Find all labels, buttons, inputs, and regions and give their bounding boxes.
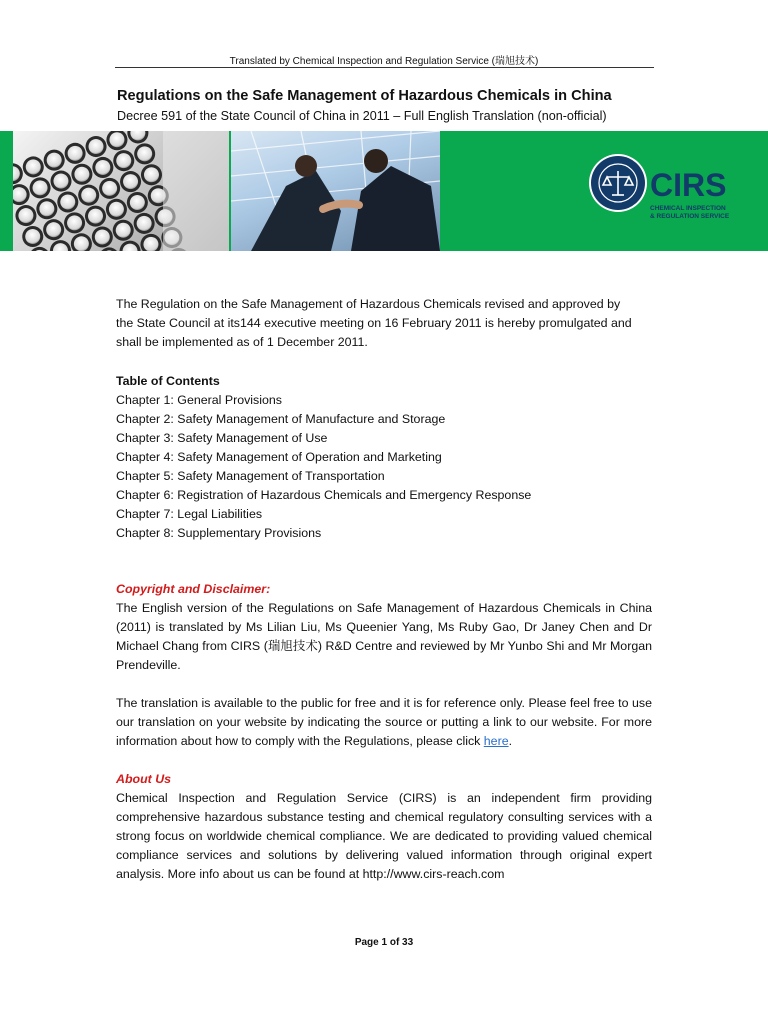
toc-title: Table of Contents — [116, 374, 220, 388]
lab-plate-photo — [13, 131, 229, 251]
lab-plate-illustration — [13, 131, 229, 251]
table-of-contents — [116, 372, 652, 543]
intro-paragraph — [116, 295, 652, 352]
cirs-logo — [440, 131, 768, 251]
header-banner — [0, 131, 768, 251]
translation-text: The translation is available to the public for free and it is for reference only. Please feel free to use our translation on your website by indicating the source or putting a link to our website. For more information about how to comply with the Regulations, please click — [116, 696, 652, 748]
about-paragraph: Chemical Inspection and Regulation Service (CIRS) is an independent firm providing comprehensive hazardous substance testing and chemical regulatory consulting services with a strong focus on worldwide chemical compliance. We are dedicated to providing valued chemical compliance services and solutions by delivering valued information through original expert analysis. More info about us can be found at http://www.cirs-reach.com — [116, 791, 652, 881]
cirs-logo-area — [440, 131, 768, 251]
cirs-logo-subtitle-1: CHEMICAL INSPECTION — [650, 205, 726, 212]
translation-text-end: . — [508, 734, 513, 748]
cirs-logo-wordmark: CIRS — [650, 167, 727, 203]
copyright-paragraph: The English version of the Regulations on Safe Management of Hazardous Chemicals in China (2011) is translated by Ms Lilian Liu, Ms Queenier Yang, Ms Ruby Gao, Dr Janey Chen and Dr Michael Chang from CIRS (瑞旭技术) R&D Centre and reviewed by Mr Yunbo Shi and Mr Morgan Prendeville. — [116, 601, 652, 672]
here-link[interactable]: here — [483, 734, 509, 748]
handshake-photo — [231, 131, 440, 251]
toc-item: Chapter 3: Safety Management of Use — [116, 431, 328, 445]
cirs-logo-subtitle-2: & REGULATION SERVICE — [650, 213, 730, 220]
toc-item: Chapter 5: Safety Management of Transportation — [116, 469, 385, 483]
toc-item: Chapter 7: Legal Liabilities — [116, 507, 263, 521]
copyright-heading: Copyright and Disclaimer: — [116, 582, 271, 596]
header-translation-credit: Translated by Chemical Inspection and Regulation Service (瑞旭技术) — [229, 56, 539, 67]
document-subtitle: Decree 591 of the State Council of China in 2011 – Full English Translation (non-official) — [117, 109, 607, 123]
handshake-illustration — [231, 131, 440, 251]
about-heading: About Us — [116, 772, 172, 786]
intro-line: shall be implemented as of 1 December 2011. — [116, 335, 368, 349]
intro-line: The Regulation on the Safe Management of Hazardous Chemicals revised and approved by — [116, 297, 621, 311]
copyright-section — [116, 580, 652, 751]
header-rule — [115, 67, 654, 68]
toc-item: Chapter 2: Safety Management of Manufacture and Storage — [116, 412, 446, 426]
toc-item: Chapter 1: General Provisions — [116, 393, 282, 407]
intro-line: the State Council at its144 executive meeting on 16 February 2011 is hereby promulgated and — [116, 316, 632, 330]
toc-item: Chapter 6: Registration of Hazardous Chemicals and Emergency Response — [116, 488, 532, 502]
toc-item: Chapter 8: Supplementary Provisions — [116, 526, 322, 540]
translation-paragraph — [116, 694, 652, 751]
about-section — [116, 770, 652, 884]
page-number: Page 1 of 33 — [354, 937, 414, 948]
document-title: Regulations on the Safe Management of Hazardous Chemicals in China — [117, 88, 612, 104]
toc-item: Chapter 4: Safety Management of Operation and Marketing — [116, 450, 442, 464]
banner-left-stripe — [0, 131, 13, 251]
